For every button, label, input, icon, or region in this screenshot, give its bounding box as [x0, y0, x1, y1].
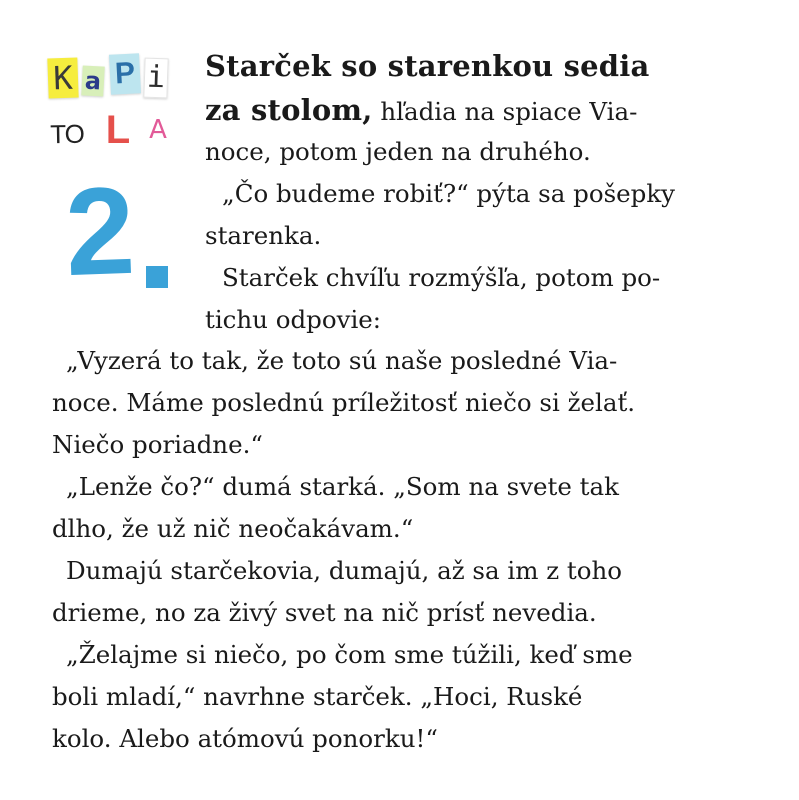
heading-letter-l: L — [100, 106, 136, 154]
text-line-4: „Čo budeme robiť?“ pýta sa pošepky — [222, 179, 676, 208]
lead-line-2-rest: hľadia na spiace Via- — [372, 97, 638, 126]
text-line-2 — [205, 90, 637, 130]
chapter-number-dot — [146, 266, 168, 288]
text-line-5: starenka. — [205, 221, 322, 250]
text-line-3: noce, potom jeden na druhého. — [205, 137, 591, 166]
lead-line-2-bold: za stolom, — [205, 93, 373, 127]
heading-letter-a: a — [81, 65, 105, 96]
chapter-number: 2 — [56, 171, 144, 294]
heading-letter-a-pink: A — [144, 112, 172, 148]
text-line-10: Niečo poriadne.“ — [52, 430, 263, 459]
lead-line-1: Starček so starenkou sedia — [205, 49, 650, 83]
text-line-17: kolo. Alebo atómovú ponorku!“ — [52, 724, 438, 753]
text-line-15: „Želajme si niečo, po čom sme túžili, keď sme — [66, 640, 633, 669]
chapter-heading — [40, 44, 190, 314]
text-line-9: noce. Máme poslednú príležitosť niečo si želať. — [52, 388, 636, 417]
text-line-13: Dumajú starčekovia, dumajú, až sa im z toho — [66, 556, 623, 585]
heading-letter-p: P — [109, 53, 141, 95]
heading-letter-i: i — [143, 58, 168, 99]
heading-letter-k: K — [47, 57, 78, 98]
text-line-7: tichu odpovie: — [205, 305, 382, 334]
text-line-8: „Vyzerá to tak, že toto sú naše posledné Via- — [66, 346, 618, 375]
text-line-6: Starček chvíľu rozmýšľa, potom po- — [222, 263, 661, 292]
text-line-14: drieme, no za živý svet na nič prísť nevedia. — [52, 598, 597, 627]
text-line-12: dlho, že už nič neočakávam.“ — [52, 514, 414, 543]
heading-letters-to: TO — [44, 114, 91, 155]
text-line-11: „Lenže čo?“ dumá starká. „Som na svete tak — [66, 472, 619, 501]
text-line-16: boli mladí,“ navrhne starček. „Hoci, Ruské — [52, 682, 583, 711]
